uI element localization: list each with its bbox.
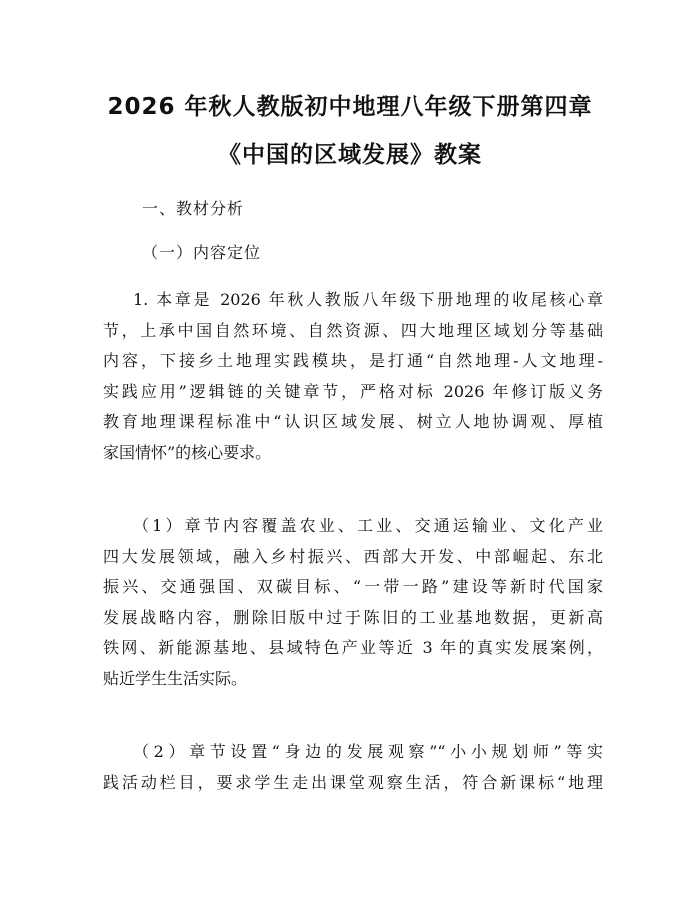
paragraph-line: 贴近学生生活实际。 (103, 668, 248, 688)
paragraph-line: 家国情怀”的核心要求。 (103, 442, 272, 462)
document-title-line-2: 《中国的区域发展》教案 (218, 142, 482, 168)
paragraph-line: 四大发展领域，融入乡村振兴、西部大开发、中部崛起、东北 (103, 546, 603, 566)
paragraph-line: 节，上承中国自然环境、自然资源、四大地理区域划分等基础 (103, 320, 603, 340)
paragraph-line: 振兴、交通强国、双碳目标、“一带一路”建设等新时代国家 (103, 577, 603, 596)
subsection-heading-content-positioning: （一）内容定位 (142, 243, 262, 262)
paragraph-line: 实践应用”逻辑链的关键章节，严格对标 2026 年修订版义务 (103, 381, 603, 401)
paragraph-3 (103, 737, 603, 798)
section-heading-textbook-analysis: 一、教材分析 (142, 199, 245, 218)
paragraph-line: 发展战略内容，删除旧版中过于陈旧的工业基地数据，更新高 (103, 607, 603, 627)
paragraph-2 (103, 511, 603, 694)
paragraph-line: 践活动栏目，要求学生走出课堂观察生活，符合新课标“地理 (103, 772, 603, 792)
paragraph-line: （1）章节内容覆盖农业、工业、交通运输业、文化产业 (133, 516, 603, 535)
paragraph-line: 内容，下接乡土地理实践模块，是打通“自然地理-人文地理- (103, 351, 603, 370)
paragraph-line: 1. 本章是 2026 年秋人教版八年级下册地理的收尾核心章 (133, 290, 603, 309)
paragraph-line: 铁网、新能源基地、县域特色产业等近 3 年的真实发展案例， (103, 638, 603, 657)
paragraph-line: （2）章节设置“身边的发展观察”“小小规划师”等实 (133, 742, 603, 761)
paragraph-line: 教育地理课程标准中“认识区域发展、树立人地协调观、厚植 (103, 412, 603, 431)
paragraph-1 (103, 285, 603, 468)
document-title-line-1: 2026 年秋人教版初中地理八年级下册第四章 (107, 94, 593, 120)
